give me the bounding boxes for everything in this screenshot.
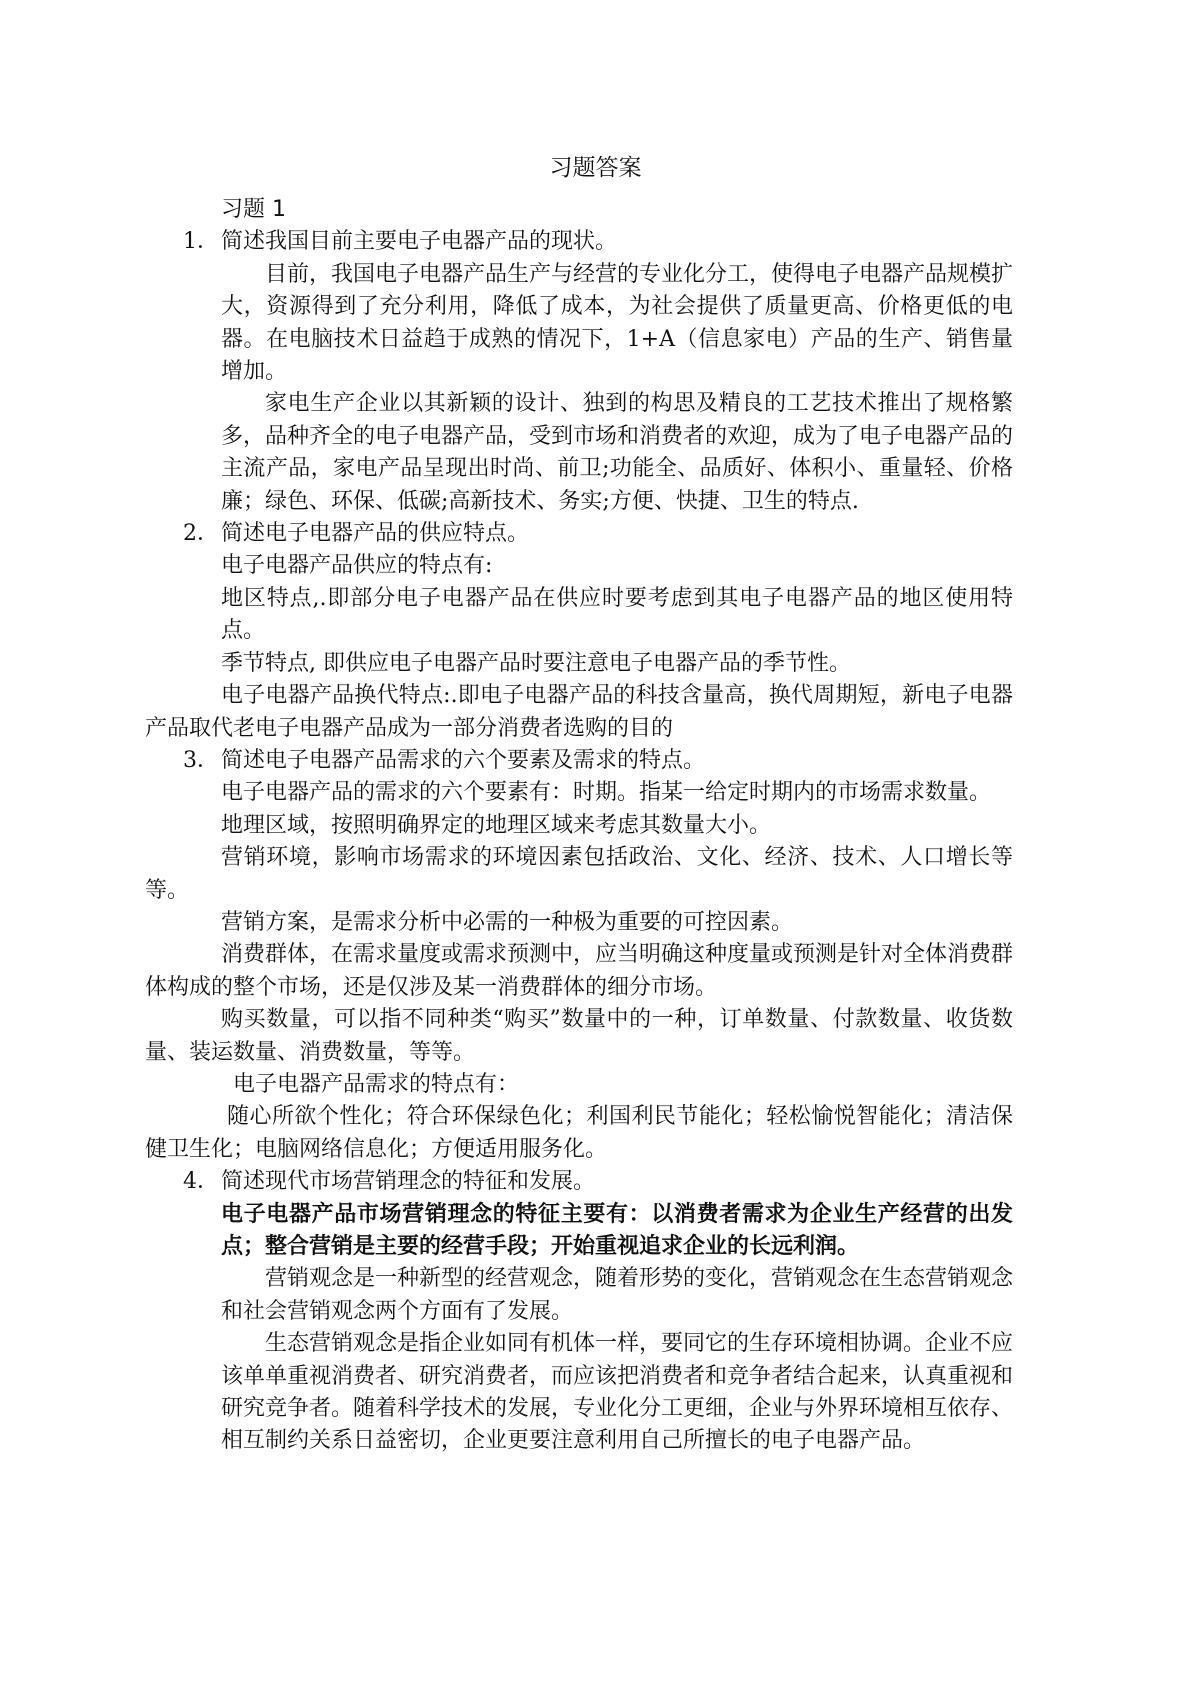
page-title: 习题答案: [549, 155, 642, 181]
question-3: [183, 745, 1013, 777]
question-2: [183, 518, 1013, 550]
answer-4-paragraph-1: 电子电器产品市场营销理念的特征主要有：以消费者需求为企业生产经营的出发点；整合营销是主要的经营手段；开始重视追求企业的长远利润。: [221, 1201, 1013, 1259]
question-3-number: 3．: [183, 747, 219, 773]
answer-2-paragraph-2: 地区特点,.即部分电子电器产品在供应时要考虑到其电子电器产品的地区使用特点。: [221, 585, 1013, 644]
document-body: [145, 194, 1014, 1458]
answer-2-paragraph-1: 电子电器产品供应的特点有:: [221, 553, 493, 579]
answer-1-paragraph-2: 家电生产企业以其新颖的设计、独到的构思及精良的工艺技术推出了规格繁多，品种齐全的电子电器产品，受到市场和消费者的欢迎，成为了电子电器产品的主流产品，家电产品呈现出时尚、前卫;功能全、品质好、体积小、重量轻、价格廉；绿色、环保、低碳;高新技术、务实;方便、快捷、卫生的特点.: [221, 391, 1014, 514]
answer-4-paragraph-2: 营销观念是一种新型的经营观念，随着形势的变化，营销观念在生态营销观念和社会营销观念两个方面有了发展。: [221, 1266, 1014, 1324]
question-1-text: 简述我国目前主要电子电器产品的现状。: [221, 229, 618, 255]
question-1: [183, 226, 1013, 258]
exercise-subtitle: 习题 1: [221, 197, 286, 222]
question-4: [183, 1166, 1013, 1198]
answer-3-paragraph-8: 随心所欲个性化；符合环保绿色化；利国利民节能化；轻松愉悦智能化；清洁保健卫生化；电脑网络信息化；方便适用服务化。: [145, 1104, 1013, 1162]
answer-3-paragraph-2: 地理区域，按照明确界定的地理区域来考虑其数量大小。: [221, 812, 772, 838]
question-2-number: 2．: [183, 521, 219, 547]
question-4-text: 简述现代市场营销理念的特征和发展。: [221, 1169, 596, 1195]
question-4-number: 4．: [183, 1169, 219, 1195]
answer-3-paragraph-7: 电子电器产品需求的特点有：: [233, 1071, 520, 1097]
answer-3-paragraph-5: 消费群体，在需求量度或需求预测中，应当明确这种度量或预测是针对全体消费群体构成的整个市场，还是仅涉及某一消费群体的细分市场。: [145, 942, 1014, 1000]
question-2-text: 简述电子电器产品的供应特点。: [221, 521, 530, 547]
answer-4-paragraph-3: 生态营销观念是指企业如同有机体一样，要同它的生存环境相协调。企业不应该单单重视消费者、研究消费者，而应该把消费者和竞争者结合起来，认真重视和研究竞争者。随着科学技术的发展，专业化分工更细，企业与外界环境相互依存、相互制约关系日益密切，企业更要注意利用自己所擅长的电子电器产品。: [221, 1331, 1014, 1454]
answer-3-paragraph-1: 电子电器产品的需求的六个要素有：时期。指某一给定时期内的市场需求数量。: [221, 780, 992, 806]
question-1-number: 1．: [183, 229, 219, 255]
answer-2-paragraph-4: 电子电器产品换代特点:.即电子电器产品的科技含量高，换代周期短，新电子电器产品取代老电子电器产品成为一部分消费者选购的目的: [145, 683, 1013, 741]
answer-3-paragraph-6: 购买数量，可以指不同种类“购买”数量中的一种，订单数量、付款数量、收货数量、装运数量、消费数量，等等。: [145, 1007, 1013, 1065]
answer-1-paragraph-1: 目前，我国电子电器产品生产与经营的专业化分工，使得电子电器产品规模扩大，资源得到了充分利用，降低了成本，为社会提供了质量更高、价格更低的电器。在电脑技术日益趋于成熟的情况下，1+A（信息家电）产品的生产、销售量增加。: [221, 261, 1014, 385]
answer-3-paragraph-3: 营销环境，影响市场需求的环境因素包括政治、文化、经济、技术、人口增长等等。: [145, 845, 1013, 903]
question-3-text: 简述电子电器产品需求的六个要素及需求的特点。: [221, 747, 706, 773]
answer-3-paragraph-4: 营销方案，是需求分析中必需的一种极为重要的可控因素。: [221, 909, 794, 935]
answer-2-paragraph-3: 季节特点, 即供应电子电器产品时要注意电子电器产品的季节性。: [221, 650, 851, 676]
